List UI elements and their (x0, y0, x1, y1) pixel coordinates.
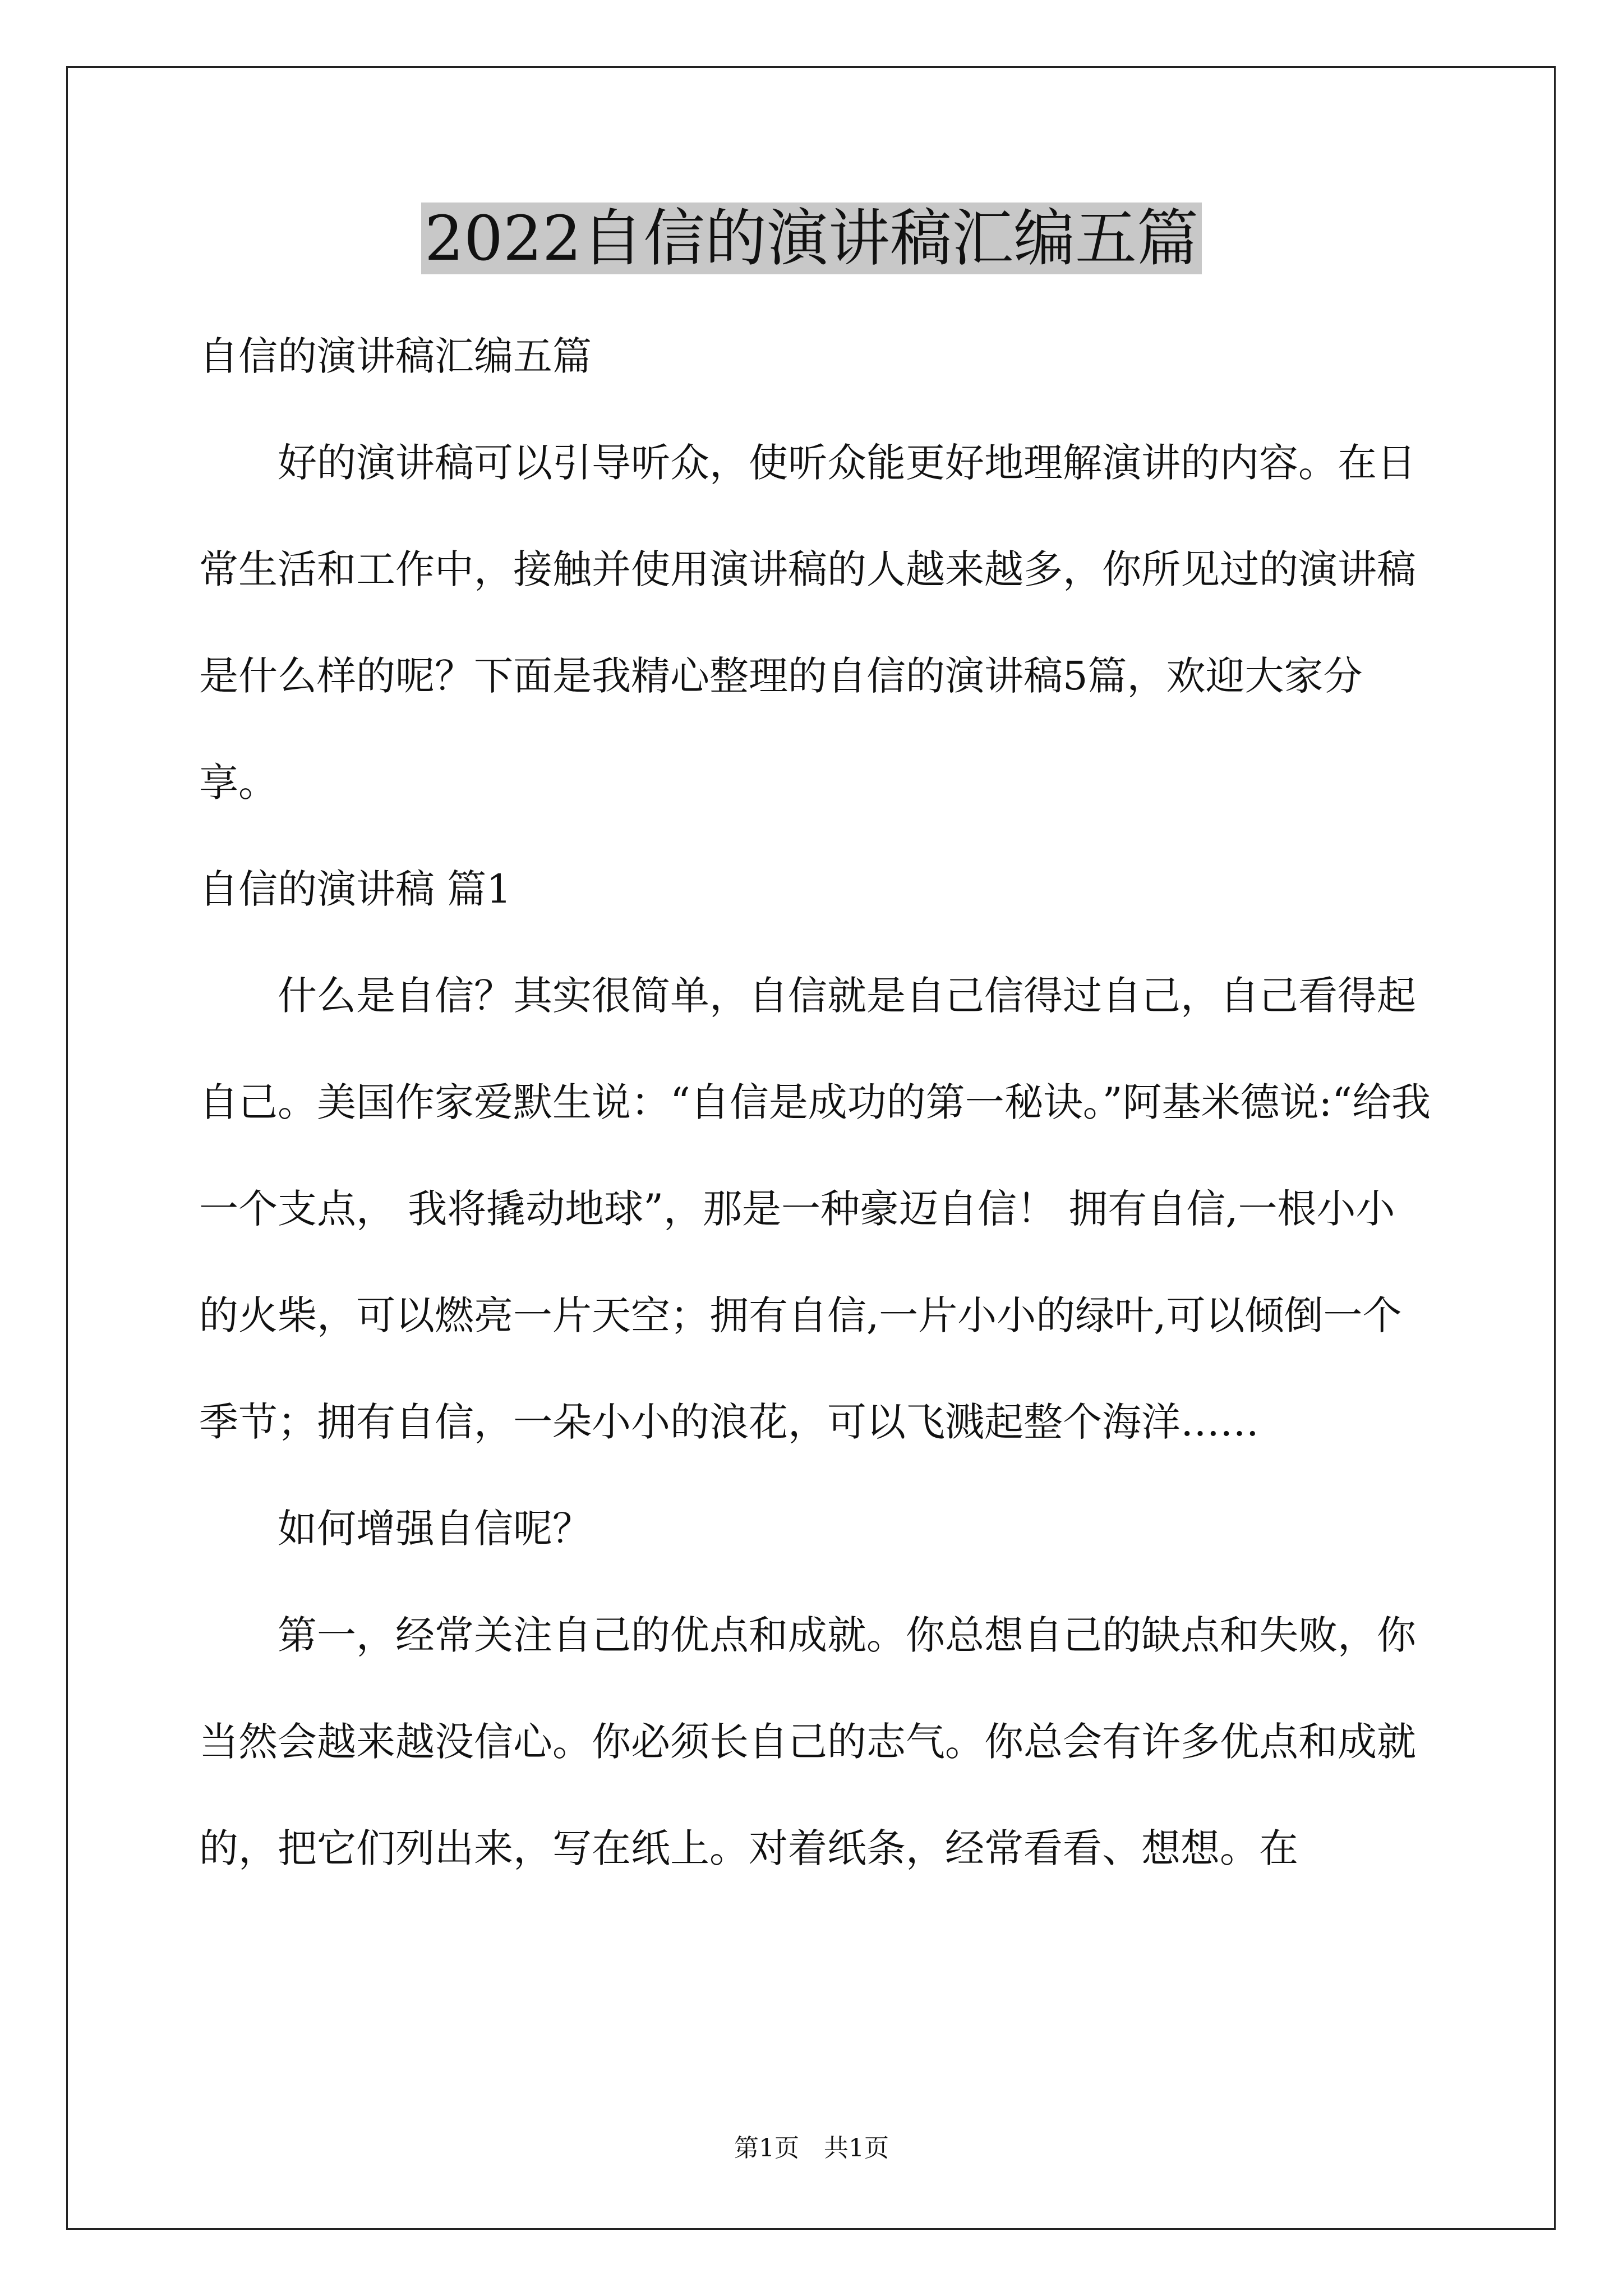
paragraph-heading: 自信的演讲稿汇编五篇 (199, 333, 592, 379)
title-highlight: 2022自信的演讲稿汇编五篇 (421, 203, 1202, 274)
paragraph: 好的演讲稿可以引导听众，使听众能更好地理解演讲的内容。在日常生活和工作中，接触并使用演讲稿的人越来越多，你所见过的演讲稿是什么样的呢？下面是我精心整理的自信的演讲稿5篇，欢迎大家分享。 (199, 440, 1416, 806)
document-body (199, 303, 1433, 1902)
page-footer: 第1页 共1页 (734, 2134, 889, 2162)
document-title (0, 202, 1623, 275)
paragraph: 什么是自信？其实很简单，自信就是自己信得过自己，自己看得起自己。美国作家爱默生说：“自信是成功的第一秘诀。”阿基米德说:“给我一个支点， 我将撬动地球”，那是一种豪迈自信！ 拥有自信,一根小小的火柴，可以燃亮一片天空；拥有自信,一片小小的绿叶,可以倾倒一个季节；拥有自信，一朵小小的浪花，可以飞溅起整个海洋…… (199, 973, 1431, 1445)
paragraph: 第一，经常关注自己的优点和成就。你总想自己的缺点和失败，你当然会越来越没信心。你必须长自己的志气。你总会有许多优点和成就的，把它们列出来，写在纸上。对着纸条，经常看看、想想。在 (199, 1612, 1416, 1871)
section-heading: 自信的演讲稿 篇1 (199, 866, 511, 912)
paragraph: 如何增强自信呢？ (278, 1506, 592, 1552)
